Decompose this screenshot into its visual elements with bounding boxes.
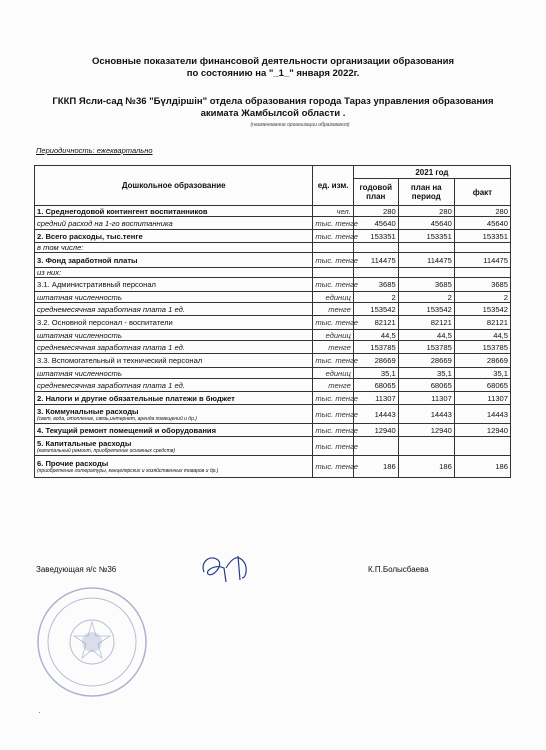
row-fact: 14443 (454, 405, 510, 424)
header-annual-plan: годовой план (353, 179, 398, 206)
signature (196, 548, 256, 588)
row-period-plan (398, 243, 454, 253)
row-period-plan: 68065 (398, 379, 454, 392)
table-row (35, 354, 511, 368)
row-annual-plan: 186 (353, 456, 398, 478)
table-row (35, 230, 511, 243)
table-row (35, 456, 511, 478)
row-annual-plan: 28669 (353, 354, 398, 368)
row-label: средний расход на 1-го воспитанника (35, 217, 313, 230)
row-label-note: (свет, вода, отопление, связь,интернет, арендa помещений и др.) (37, 415, 197, 422)
official-seal (36, 586, 148, 698)
row-period-plan: 153785 (398, 341, 454, 354)
row-fact: 44,5 (454, 330, 510, 341)
header-period-plan: план на период (398, 179, 454, 206)
row-unit: тыс. тенге (313, 316, 353, 330)
title-line-2: по состоянию на "_1_" января 2022г. (186, 68, 360, 79)
row-annual-plan (353, 437, 398, 456)
table-row (35, 268, 511, 278)
row-period-plan: 11307 (398, 392, 454, 405)
row-unit: тенге (313, 303, 353, 316)
table-body (35, 206, 511, 478)
row-fact: 3685 (454, 278, 510, 292)
row-period-plan: 114475 (398, 253, 454, 268)
table-row (35, 253, 511, 268)
row-label: 3. Фонд заработной платы (35, 253, 313, 268)
row-label: 3.3. Вспомогательный и технический персонал (35, 354, 313, 368)
row-period-plan: 45640 (398, 217, 454, 230)
row-fact: 153785 (454, 341, 510, 354)
row-label: штатная численность (35, 368, 313, 379)
row-label: 3.1. Административный персонал (35, 278, 313, 292)
row-period-plan: 280 (398, 206, 454, 217)
row-annual-plan: 11307 (353, 392, 398, 405)
row-label: среднемесячная заработная плата 1 ед. (35, 303, 313, 316)
row-annual-plan: 3685 (353, 278, 398, 292)
row-label: штатная численность (35, 292, 313, 303)
row-unit (313, 243, 353, 253)
row-fact (454, 437, 510, 456)
row-unit: тенге (313, 341, 353, 354)
row-fact: 186 (454, 456, 510, 478)
row-annual-plan: 12940 (353, 424, 398, 437)
title-line-1: Основные показатели финансовой деятельности организации образования (91, 56, 455, 67)
table-row (35, 243, 511, 253)
table-row (35, 368, 511, 379)
row-annual-plan: 153351 (353, 230, 398, 243)
row-unit: тыс. тенге (313, 278, 353, 292)
periodicity: Периодичность: ежеквартально (36, 146, 153, 155)
header-unit: ед. изм. (313, 166, 353, 206)
row-unit: чел. (313, 206, 353, 217)
row-annual-plan: 2 (353, 292, 398, 303)
row-unit: тыс. тенге (313, 392, 353, 405)
row-unit: единиц (313, 292, 353, 303)
row-period-plan (398, 437, 454, 456)
table-row (35, 303, 511, 316)
position-title: Заведующая я/с №36 (36, 565, 117, 574)
document-title (0, 56, 546, 80)
table-row (35, 424, 511, 437)
mark-dot: · (38, 708, 41, 717)
row-fact: 28669 (454, 354, 510, 368)
table-row (35, 341, 511, 354)
row-label-main: 3. Коммунальные расходы (37, 406, 139, 416)
row-period-plan: 153542 (398, 303, 454, 316)
row-annual-plan: 45640 (353, 217, 398, 230)
row-unit: единиц (313, 368, 353, 379)
row-fact: 35,1 (454, 368, 510, 379)
row-unit: единиц (313, 330, 353, 341)
table-row (35, 330, 511, 341)
table-row (35, 379, 511, 392)
table-row (35, 278, 511, 292)
row-unit: тыс. тенге (313, 405, 353, 424)
row-period-plan: 35,1 (398, 368, 454, 379)
row-label: 1. Среднегодовой контингент воспитанников (35, 206, 313, 217)
row-unit: тыс. тенге (313, 456, 353, 478)
table-row (35, 437, 511, 456)
org-caption: (наименование организации образования) (250, 122, 350, 128)
row-label-note: (капитальный ремонт, приобретение основных средств) (37, 447, 176, 454)
row-fact: 153542 (454, 303, 510, 316)
table-row (35, 206, 511, 217)
row-fact: 153351 (454, 230, 510, 243)
row-label (35, 405, 313, 424)
row-fact: 114475 (454, 253, 510, 268)
row-period-plan: 28669 (398, 354, 454, 368)
row-label: штатная численность (35, 330, 313, 341)
row-unit: тенге (313, 379, 353, 392)
row-period-plan (398, 268, 454, 278)
row-label: среднемесячная заработная плата 1 ед. (35, 341, 313, 354)
row-unit (313, 268, 353, 278)
header-year: 2021 год (353, 166, 510, 179)
row-period-plan: 14443 (398, 405, 454, 424)
row-label: 2. Всего расходы, тыс.тенге (35, 230, 313, 243)
table-row (35, 292, 511, 303)
row-label: 3.2. Основной персонал - воспитатели (35, 316, 313, 330)
signatory-name: К.П.Болысбаева (368, 565, 429, 574)
row-annual-plan: 82121 (353, 316, 398, 330)
header-category: Дошкольное образование (35, 166, 313, 206)
financial-table (34, 165, 511, 478)
row-fact: 82121 (454, 316, 510, 330)
row-annual-plan: 114475 (353, 253, 398, 268)
row-annual-plan: 35,1 (353, 368, 398, 379)
row-label (35, 437, 313, 456)
table-row (35, 405, 511, 424)
row-fact (454, 268, 510, 278)
row-period-plan: 153351 (398, 230, 454, 243)
row-annual-plan: 68065 (353, 379, 398, 392)
row-unit: тыс. тенге (313, 424, 353, 437)
table-row (35, 217, 511, 230)
row-fact: 45640 (454, 217, 510, 230)
row-label-main: 5. Капитальные расходы (37, 438, 132, 448)
org-line-2: акимата Жамбылсой области . (200, 108, 346, 119)
row-label: среднемесячная заработная плата 1 ед. (35, 379, 313, 392)
row-label: 4. Текущий ремонт помещений и оборудования (35, 424, 313, 437)
row-period-plan: 186 (398, 456, 454, 478)
row-period-plan: 2 (398, 292, 454, 303)
table-row (35, 392, 511, 405)
row-fact: 280 (454, 206, 510, 217)
row-annual-plan: 153542 (353, 303, 398, 316)
row-unit: тыс. тенге (313, 217, 353, 230)
row-label: в том числе: (35, 243, 313, 253)
row-label-main: 6. Прочие расходы (37, 459, 109, 468)
row-fact: 2 (454, 292, 510, 303)
org-line-1: ГККП Ясли-сад №36 "Бүлдіршін" отдела образования города Тараз управления образования (52, 96, 494, 107)
row-annual-plan (353, 243, 398, 253)
row-label-note: (приобретение литературы, канцелярских и хозяйственных товаров и др.) (37, 468, 219, 474)
table-row (35, 316, 511, 330)
row-annual-plan: 280 (353, 206, 398, 217)
row-annual-plan: 44,5 (353, 330, 398, 341)
row-unit: тыс. тенге (313, 437, 353, 456)
row-period-plan: 44,5 (398, 330, 454, 341)
row-label (35, 456, 313, 478)
row-unit: тыс. тенге (313, 354, 353, 368)
row-fact: 68065 (454, 379, 510, 392)
row-label: 2. Налоги и другие обязательные платежи в бюджет (35, 392, 313, 405)
row-fact: 11307 (454, 392, 510, 405)
row-period-plan: 82121 (398, 316, 454, 330)
row-annual-plan: 14443 (353, 405, 398, 424)
row-annual-plan (353, 268, 398, 278)
row-period-plan: 12940 (398, 424, 454, 437)
row-unit: тыс. тенге (313, 253, 353, 268)
row-period-plan: 3685 (398, 278, 454, 292)
row-annual-plan: 153785 (353, 341, 398, 354)
row-fact (454, 243, 510, 253)
row-unit: тыс. тенге (313, 230, 353, 243)
header-fact: факт (454, 179, 510, 206)
row-label: из них: (35, 268, 313, 278)
organization-name (0, 96, 546, 120)
row-fact: 12940 (454, 424, 510, 437)
